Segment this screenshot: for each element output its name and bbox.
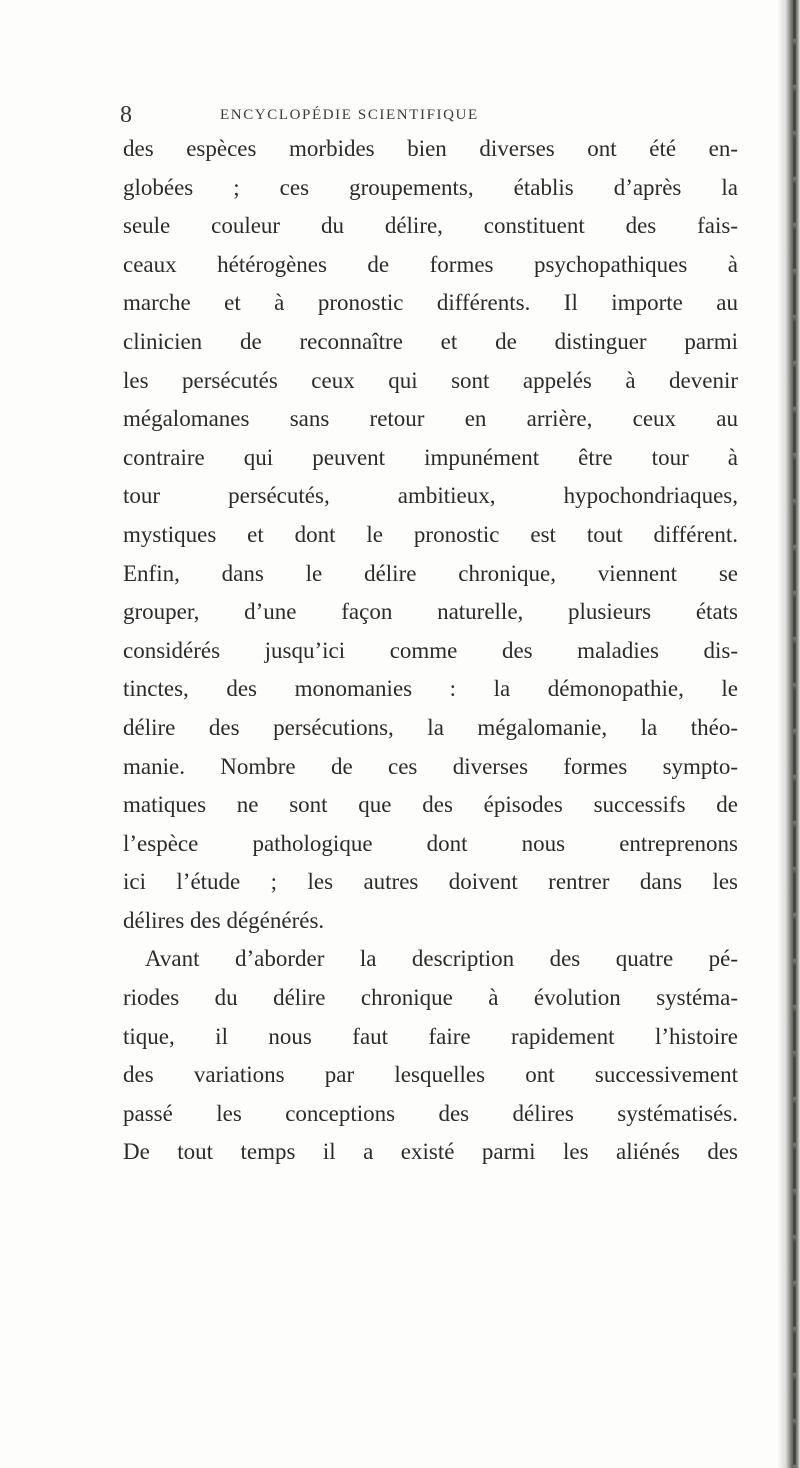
text-line: De tout temps il a existé parmi les aliénés des (123, 1139, 738, 1165)
text-line: l’espèce pathologique dont nous entreprenons (123, 830, 738, 856)
text-line: mystiques et dont le pronostic est tout différent. (123, 521, 738, 547)
text-line: globées ; ces groupements, établis d’après la (123, 174, 738, 200)
binding-edge (793, 0, 796, 1468)
text-line: délires des dégénérés. (123, 907, 325, 933)
text-line: riodes du délire chronique à évolution systéma- (123, 985, 738, 1011)
text-line: grouper, d’une façon naturelle, plusieurs états (123, 599, 738, 625)
text-line: considérés jusqu’ici comme des maladies dis- (123, 637, 738, 663)
text-line: passé les conceptions des délires systématisés. (123, 1100, 738, 1126)
text-line: les persécutés ceux qui sont appelés à devenir (123, 367, 738, 393)
body-text (123, 130, 738, 1172)
text-line: des espèces morbides bien diverses ont été en- (123, 136, 738, 161)
text-line: manie. Nombre de ces diverses formes sympto- (123, 753, 738, 779)
running-title: ENCYCLOPÉDIE SCIENTIFIQUE (220, 107, 479, 123)
text-line: clinicien de reconnaître et de distinguer parmi (123, 328, 738, 354)
text-line: contraire qui peuvent impunément être tour à (123, 444, 738, 470)
text-line: délire des persécutions, la mégalomanie, la théo- (123, 714, 738, 740)
text-line: des variations par lesquelles ont successivement (123, 1062, 738, 1088)
text-line: Enfin, dans le délire chronique, viennent se (123, 560, 738, 586)
page-header (120, 100, 740, 130)
text-line: seule couleur du délire, constituent des fais- (123, 213, 738, 239)
text-line: tour persécutés, ambitieux, hypochondriaques, (123, 483, 738, 509)
text-line: ceaux hétérogènes de formes psychopathiques à (123, 251, 738, 277)
text-line: mégalomanes sans retour en arrière, ceux au (123, 406, 738, 432)
text-line: tique, il nous faut faire rapidement l’histoire (123, 1023, 738, 1049)
text-line: Avant d’aborder la description des quatre pé- (145, 946, 738, 972)
page-number: 8 (120, 102, 132, 128)
page-edge-shadow (778, 0, 800, 1468)
text-line: tinctes, des monomanies : la démonopathie, le (123, 676, 738, 702)
text-line: ici l’étude ; les autres doivent rentrer dans les (123, 869, 738, 895)
text-line: marche et à pronostic différents. Il importe au (123, 290, 738, 316)
text-line: matiques ne sont que des épisodes successifs de (123, 792, 738, 818)
